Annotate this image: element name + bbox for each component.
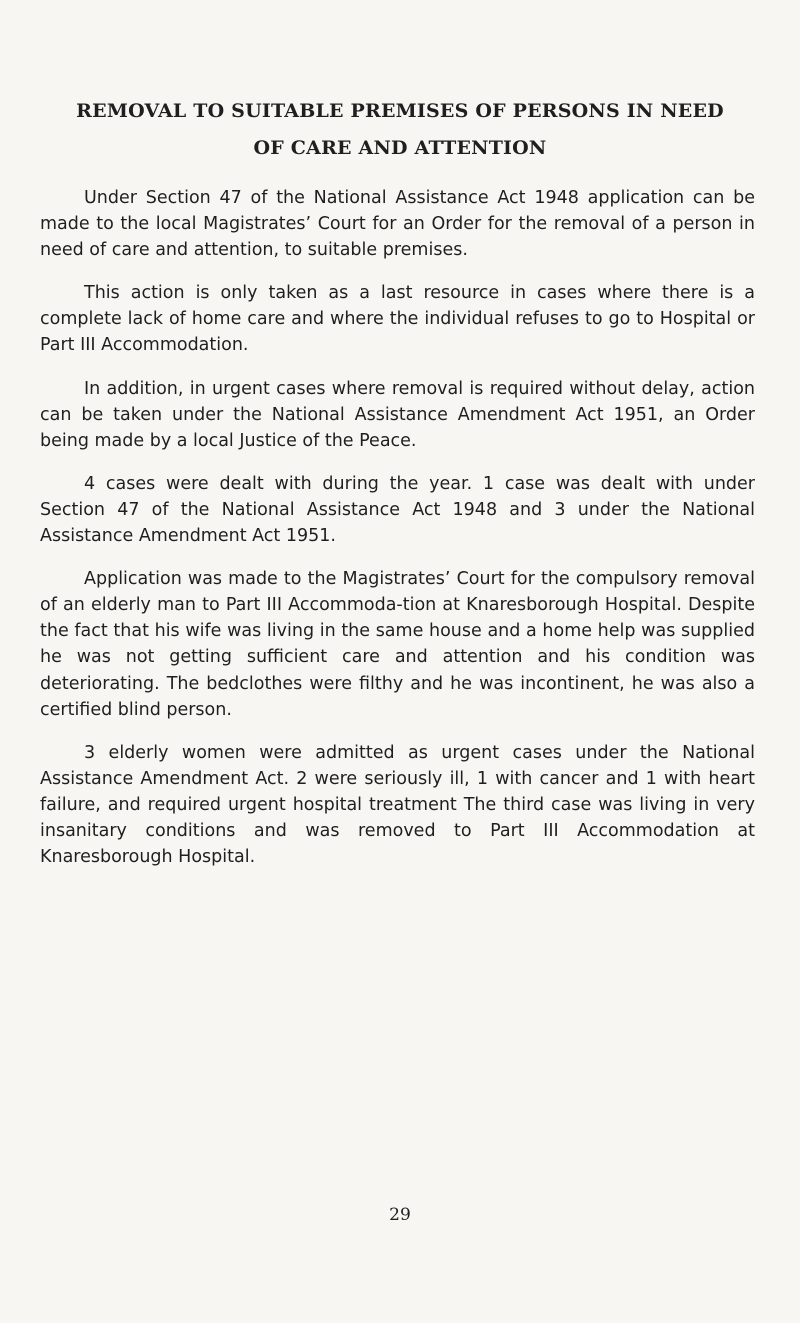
paragraph-last-resource: This action is only taken as a last resource in cases where there is a complete lack of home care and where the individual refuses to go to Hospital or Part III Accommodation. (40, 283, 755, 356)
page-number: 29 (389, 1205, 411, 1225)
section-heading (40, 93, 760, 167)
paragraph-urgent-cases: In addition, in urgent cases where removal is required without delay, action can be taken under the National Assistance Amendment Act 1951, an Order being made by a local Justice of the Peace. (40, 378, 755, 451)
body-text (40, 185, 755, 887)
heading-line-1: REMOVAL TO SUITABLE PREMISES OF PERSONS IN NEED (76, 100, 724, 122)
paragraph-compulsory-removal: Application was made to the Magistrates’ Court for the compulsory removal of an elderly man to Part III Accommoda-tion at Knaresborough Hospital. Despite the fact that his wife was living in the same house and a home help was supplied he was not getting sufficient care and attention and his condition was deteriorating. The bedclothes were filthy and he was incontinent, he was also a certified blind person. (40, 569, 755, 720)
paragraph-section-47: Under Section 47 of the National Assistance Act 1948 application can be made to the local Magistrates’ Court for an Order for the removal of a person in need of care and attention, to suitable premises. (40, 188, 755, 261)
heading-line-2: OF CARE AND ATTENTION (253, 137, 547, 159)
paragraph-elderly-women: 3 elderly women were admitted as urgent cases under the National Assistance Amendment Act. 2 were seriously ill, 1 with cancer and 1 with heart failure, and required urgent hospital treatment The third case was living in very insanitary conditions and was removed to Part III Accommodation at Knaresborough Hospital. (40, 742, 755, 868)
paragraph-cases-dealt: 4 cases were dealt with during the year. 1 case was dealt with under Section 47 of the National Assistance Act 1948 and 3 under the National Assistance Amendment Act 1951. (40, 473, 755, 547)
